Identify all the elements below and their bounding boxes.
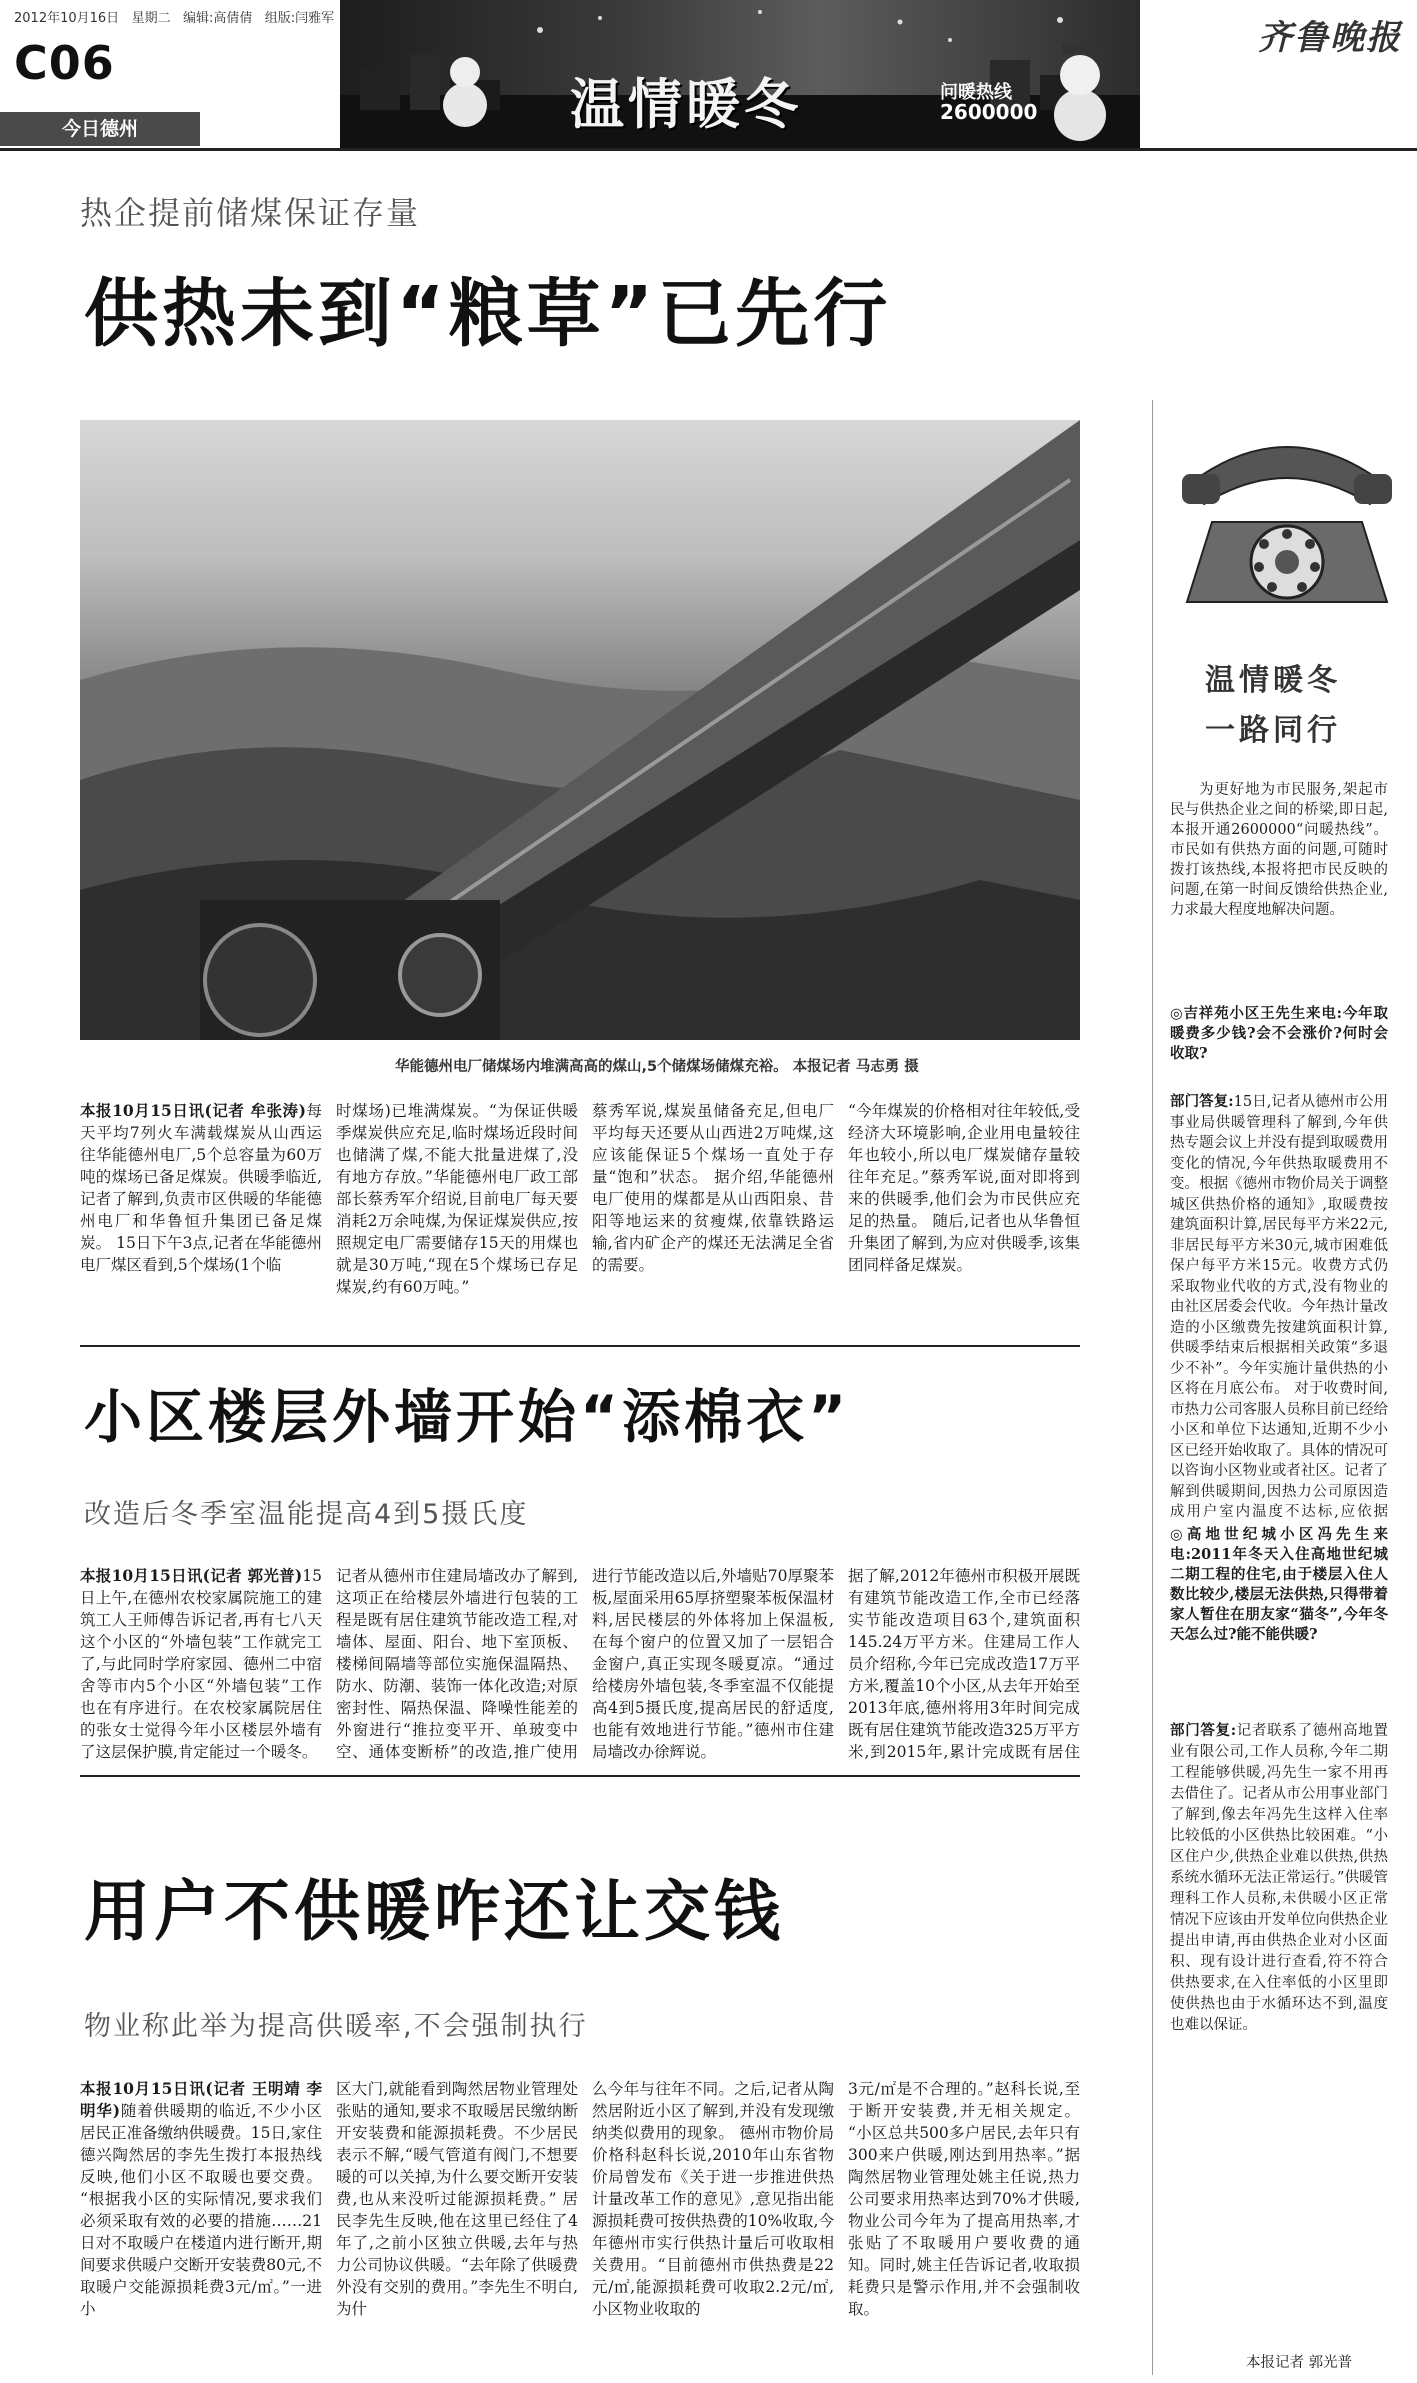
editor-credit: 编辑:高倩倩 — [183, 11, 253, 26]
story2-col3: 进行节能改造以后,外墙贴70厚聚苯板,屋面采用65厚挤塑聚苯板保温材料,居民楼层的外体将加上保温板,在每个窗户的位置又加了一层铝合金窗户,真正实现冬暖夏凉。“通过给楼房外墙包装,冬季室温不仅能提高4到5摄氏度,提高居民的舒适度,也能有效地进行节能。”德州市住建局墙改办徐辉说。 — [592, 1567, 834, 1761]
story1-headline: 供热未到“粮草”已先行 — [84, 271, 892, 357]
story1-col4: “今年煤炭的价格相对往年较低,受经济大环境影响,企业用电量较往年也较小,所以电厂煤炭储存量较往年充足。”蔡秀军说,面对即将到来的供暖季,他们会为市民供应充足的热量。 随后,记者也从华鲁恒升集团了解到,为应对供暖季,该集团同样备足煤炭。 — [848, 1102, 1080, 1274]
photo-illustration — [80, 420, 1080, 1040]
story2-dateline: 本报10月15日讯(记者 郭光普) — [80, 1566, 303, 1585]
story1-col1-text: 每天平均7列火车满载煤炭从山西运往华能德州电厂,5个总容量为60万吨的煤场已备足煤炭。供暖季临近,记者了解到,负责市区供暖的华能德州电厂和华鲁恒升集团已备足煤炭。 15日下午3点,记者在华能德州电厂煤区看到,5个煤场(1个临 — [80, 1102, 322, 1274]
story2-headline: 小区楼层外墙开始“添棉衣” — [84, 1383, 851, 1451]
sidebar-byline: 本报记者 郭光普 — [1246, 2355, 1353, 2371]
section-tab — [0, 112, 200, 146]
story3-col3: 么今年与往年不同。之后,记者从陶然居附近小区了解到,并没有发现缴纳类似费用的现象。 德州市物价局价格科赵科长说,2010年山东省物价局曾发布《关于进一步推进供热计量改革工作的意见》,意见指出能源损耗费可按供热费的10%收取,今年德州市实行供热计量后可收取相关费用。“目前德州市供热费是22元/㎡,能源损耗费可收取2.2元/㎡,小区物业收取的 — [592, 2080, 834, 2318]
hotline-number: 2600000 — [940, 100, 1038, 124]
story2-divider — [80, 1775, 1080, 1777]
story1-col1 — [80, 1100, 322, 1332]
paper-logo: 齐鲁晚报 — [1258, 18, 1402, 58]
answer-2-label: 部门答复: — [1170, 1722, 1237, 1739]
story3-col1 — [80, 2078, 322, 2370]
banner-title: 温情暖冬 — [570, 73, 802, 136]
story3-col2: 区大门,就能看到陶然居物业管理处张贴的通知,要求不取暖居民缴纳断开安装费和能源损耗费。不少居民表示不解,“暖气管道有阀门,不想要暖的可以关掉,为什么要交断开安装费,也从来没听过能源损耗费。” 居民李先生反映,他在这里已经住了4年了,之前小区独立供暖,去年与热力公司协议供暖。“去年除了供暖费外没有交别的费用。”李先生不明白,为什 — [336, 2080, 578, 2318]
sidebar-rule — [1152, 400, 1153, 2375]
header-date-line — [14, 7, 334, 26]
issue-date: 2012年10月16日 — [14, 11, 120, 26]
telephone-icon — [1172, 422, 1402, 612]
page-number: C06 — [14, 36, 115, 90]
story3-col1-text: 随着供暖期的临近,不少小区居民正准备缴纳供暖费。15日,家住德兴陶然居的李先生拨打本报热线反映,他们小区不取暖也要交费。 “根据我小区的实际情况,要求我们必须采取有效的必要的措施……21日对不取暖户在楼道内进行断开,期间要求供暖户交断开安装费80元,不取暖户交能源损耗费3元/㎡。”一进小 — [80, 2102, 322, 2318]
story1-col3: 蔡秀军说,煤炭虽储备充足,但电厂平均每天还要从山西进2万吨煤,这应该能保证5个煤场一直处于存量“饱和”状态。 据介绍,华能德州电厂使用的煤都是从山西阳泉、昔阳等地运来的贫瘦煤,依靠铁路运输,省内矿企产的煤还无法满足全省的需要。 — [592, 1102, 834, 1274]
section-name: 今日德州 — [62, 118, 139, 140]
story2-col2: 记者从德州市住建局墙改办了解到,这项正在给楼层外墙进行包装的工程是既有居住建筑节能改造工程,对墙体、屋面、阳台、地下室顶板、楼梯间隔墙等部位实施保温隔热、防水、防潮、装饰一体化改造;对原密封性、隔热保温、降噪性能差的外窗进行“推拉变平开、单玻变中空、通体变断桥”的改造,推广使用 — [336, 1567, 578, 1761]
hotline-label: 问暖热线 — [940, 82, 1012, 103]
story3-dateline: 本报10月15日讯(记者 王明靖 李明华) — [80, 2079, 322, 2120]
holiday-banner — [340, 0, 1140, 148]
sidebar-intro: 为更好地为市民服务,架起市民与供热企业之间的桥梁,即日起,本报开通2600000“问暖热线”。市民如有供热方面的问题,可随时拨打该热线,本报将把市民反映的问题,在第一时间反馈给供热企业,力求最大程度地解决问题。 — [1170, 782, 1388, 918]
story2-subtitle: 改造后冬季室温能提高4到5摄氏度 — [84, 1499, 529, 1530]
sidebar-answer-1 — [1170, 1092, 1388, 1520]
header-rule — [0, 148, 1417, 151]
story2-col4: 据了解,2012年德州市积极开展既有建筑节能改造工作,全市已经落实节能改造项目63个,建筑面积145.24万平方米。住建局工作人员介绍称,今年已完成改造17万平方米,覆盖10个小区,从去年开始至2013年底,德州将用3年时间完成既有居住建筑节能改造325万平方米,到2015年,累计完成既有居住 — [848, 1567, 1080, 1761]
story1-dateline: 本报10月15日讯(记者 牟张涛) — [80, 1101, 306, 1120]
sidebar-question-1: ◎吉祥苑小区王先生来电:今年取暖费多少钱?会不会涨价?何时会收取? — [1170, 1005, 1388, 1062]
answer-1-text: 15日,记者从德州市公用事业局供暖管理科了解到,今年供热专题会议上并没有提到取暖费用变化的情况,今年供热取暖费用不变。根据《德州市物价局关于调整城区供热价格的通知》,取暖费按建筑面积计算,居民每平方米22元,非居民每平方米30元,城市困难低保户每平方米15元。收费方式仍采取物业代收的方式,没有物业的由社区居委会代收。今年热计量改造的小区缴费先按建筑面积计算,供暖季结束后根据相关政策“多退少不补”。今年实施计量供热的小区将在月底公布。 对于收费时间,市热力公司客服人员称目前已经给小区和单位下达通知,近期不少小区已经开始收取了。具体的情况可以咨询小区物业或者社区。记者了解到供暖期间,因热力公司原因造成用户室内温度不达标,应依据 — [1170, 1094, 1388, 1520]
coal-yard-photo — [80, 420, 1080, 1040]
story2-col1 — [80, 1565, 322, 1763]
answer-1-label: 部门答复: — [1170, 1093, 1234, 1110]
photo-caption: 华能德州电厂储煤场内堆满高高的煤山,5个储煤场储煤充裕。 本报记者 马志勇 摄 — [395, 1059, 919, 1075]
story3-col4: 3元/㎡是不合理的。”赵科长说,至于断开安装费,并无相关规定。 “小区总共500多户居民,去年只有300来户供暖,刚达到用热率。”据陶然居物业管理处姚主任说,热力公司要求用热率达到70%才供暖,物业公司今年为了提高用热率,才张贴了不取暖用户要收费的通知。同时,姚主任告诉记者,收取损耗费只是警示作用,并不会强制收取。 — [848, 2080, 1080, 2318]
sidebar-title-line1: 温情暖冬 — [1205, 663, 1341, 698]
sidebar-answer-2 — [1170, 1720, 1388, 2350]
story3-subtitle: 物业称此举为提高供暖率,不会强制执行 — [84, 2011, 588, 2042]
story1-col2: 时煤场)已堆满煤炭。“为保证供暖季煤炭供应充足,临时煤场近段时间也储满了煤,不能大批量进煤了,没有地方存放。”华能德州电厂政工部部长蔡秀军介绍说,目前电厂每天要消耗2万余吨煤,为保证煤炭供应,按照规定电厂需要储存15天的用煤也就是30万吨,“现在5个煤场已存足煤炭,约有60万吨。” — [336, 1102, 578, 1296]
sidebar-title-line2: 一路同行 — [1205, 713, 1341, 748]
answer-2-text: 记者联系了德州高地置业有限公司,工作人员称,今年二期工程能够供暖,冯先生一家不用再去借住了。记者从市公用事业部门了解到,像去年冯先生这样入住率比较低的小区供热比较困难。“小区住户少,供热企业难以供热,供热系统水循环无法正常运行。”供暖管理科工作人员称,未供暖小区正常情况下应该由开发单位向供热企业提出申请,再由供热企业对小区面积、现有设计进行查看,符不符合供热要求,在入住率低的小区里即使供热也由于水循环达不到,温度也难以保证。 — [1170, 1723, 1388, 2033]
issue-weekday: 星期二 — [131, 11, 171, 26]
sidebar-question-2: ◎高地世纪城小区冯先生来电:2011年冬天入住高地世纪城二期工程的住宅,由于楼层入住人数比较少,楼层无法供热,只得带着家人暂住在朋友家“猫冬”,今年冬天怎么过?能不能供暖? — [1170, 1526, 1388, 1643]
story1-kicker: 热企提前储煤保证存量 — [80, 194, 421, 232]
designer-credit: 组版:闫雅军 — [264, 11, 335, 26]
story3-headline: 用户不供暖咋还让交钱 — [84, 1873, 784, 1950]
story1-divider — [80, 1345, 1080, 1347]
story2-col1-text: 15日上午,在德州农校家属院施工的建筑工人王师傅告诉记者,再有七八天这个小区的“外墙包装”工作就完工了,与此同时学府家园、德州二中宿舍等市内5个小区“外墙包装”工作也在有序进行。在农校家属院居住的张女士觉得今年小区楼层外墙有了这层保护膜,肯定能过一个暖冬。 — [80, 1567, 322, 1761]
